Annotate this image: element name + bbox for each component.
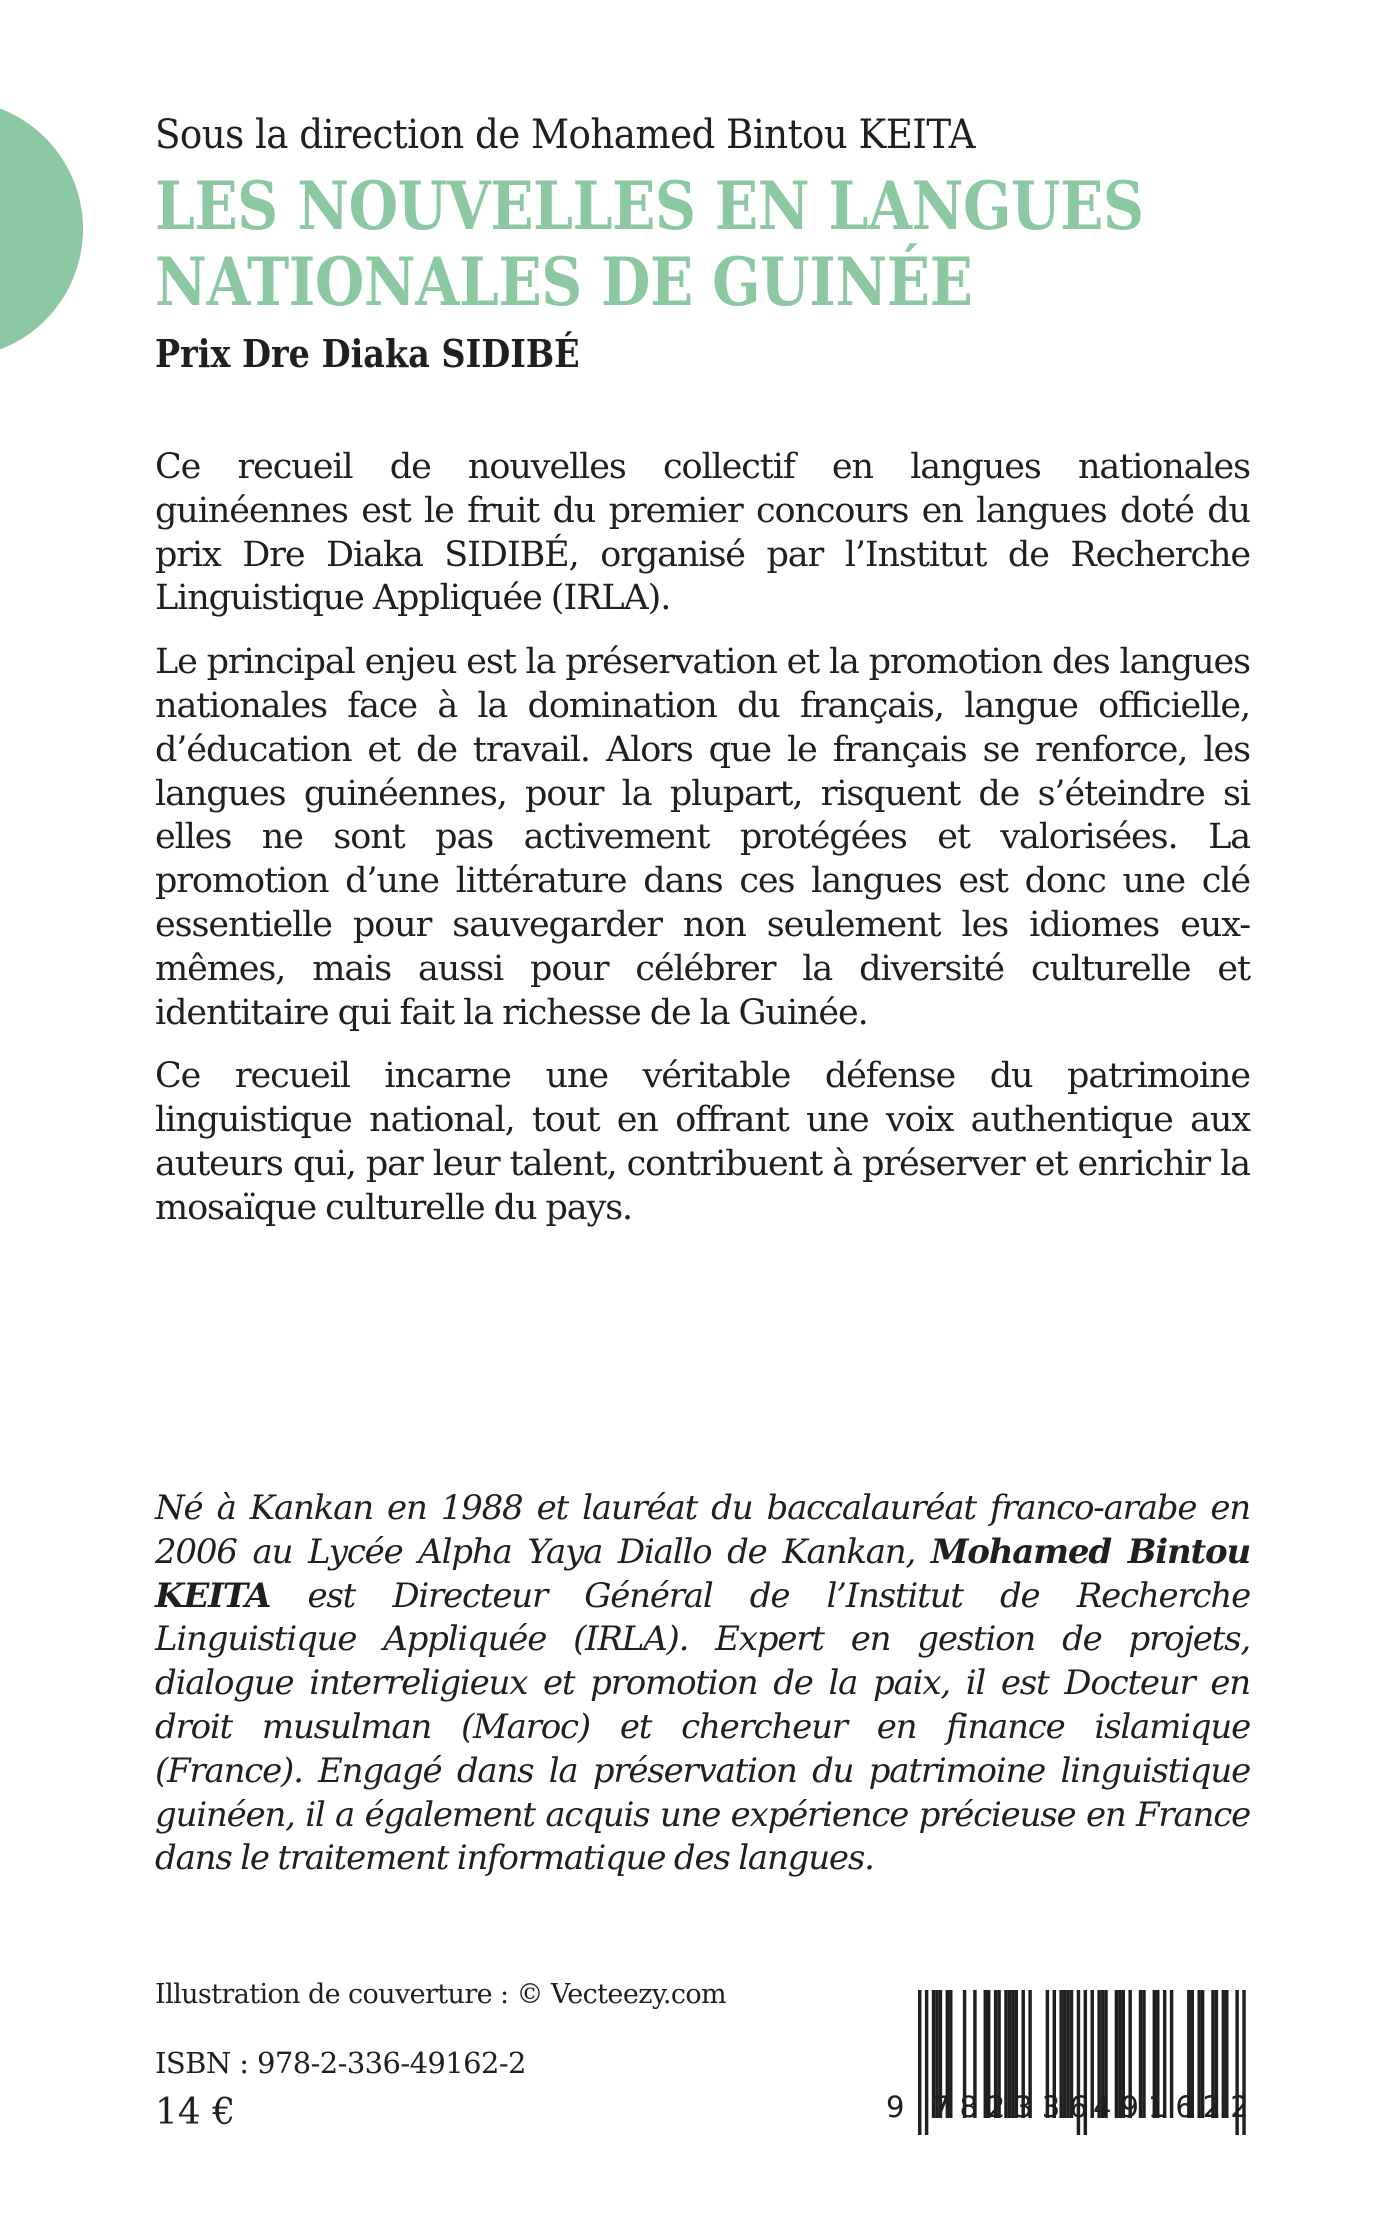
decorative-green-circle bbox=[0, 100, 83, 358]
barcode-guard-bar bbox=[925, 1990, 928, 2135]
prize-subtitle: Prix Dre Diaka SIDIBÉ bbox=[155, 331, 580, 376]
book-title-line: NATIONALES DE GUINÉE bbox=[155, 243, 973, 321]
barcode-first-digit: 9 bbox=[886, 2090, 905, 2124]
price: 14 € bbox=[155, 2092, 236, 2133]
illustration-credit: Illustration de couverture : © Vecteezy.com bbox=[155, 1979, 727, 2010]
bio-text-after: est Directeur Général de l’Institut de Recherche Linguistique Appliquée (IRLA). Expert en gestion de projets, dialogue interreligieux et promotion de la paix, il est Docteur en droit musulman (Maroc) et chercheur en finance islamique (France). Engagé dans la préservation du patrimoine linguistique guinéen, il a également acquis une expérience précieuse en France dans le traitement informatique des langues. bbox=[155, 1575, 1250, 1879]
isbn: ISBN : 978-2-336-49162-2 bbox=[155, 2046, 526, 2080]
summary-paragraph: Ce recueil de nouvelles collectif en langues nationales guinéennes est le fruit du premier concours en langues doté du prix Dre Diaka SIDIBÉ, organisé par l’Institut de Recherche Linguistique Appliquée (IRLA). bbox=[155, 447, 1250, 619]
bio-text-before: Né à Kankan en 1988 et lauréat du baccalauréat franco-arabe en 2006 au Lycée Alpha Yaya Diallo de Kankan, bbox=[155, 1488, 1250, 1572]
barcode-guard-bar bbox=[918, 1990, 921, 2135]
barcode-right-digits: 491622 bbox=[1093, 2090, 1258, 2124]
summary-paragraph: Ce recueil incarne une véritable défense du patrimoine linguistique national, tout en offrant une voix authentique aux auteurs qui, par leur talent, contribuent à préserver et enrichir la mosaïque culturelle du pays. bbox=[155, 1056, 1250, 1228]
author-bio-paragraph bbox=[155, 1487, 1250, 1881]
editor-credit: Sous la direction de Mohamed Bintou KEITA bbox=[155, 112, 975, 158]
book-title bbox=[155, 168, 1256, 320]
isbn-barcode bbox=[880, 1940, 1300, 2160]
author-name: Mohamed Bintou KEITA bbox=[155, 1531, 1250, 1616]
summary-text bbox=[155, 446, 1250, 1251]
book-title-line: LES NOUVELLES EN LANGUES bbox=[155, 167, 1144, 245]
summary-paragraph: Le principal enjeu est la préservation et la promotion des langues nationales face à la domination du français, langue officielle, d’éducation et de travail. Alors que le français se renforce, les langues guinéennes, pour la plupart, risquent de s’éteindre si elles ne sont pas activement protégées et valorisées. La promotion d’une littérature dans ces langues est donc une clé essentielle pour sauvegarder non seulement les idiomes eux-mêmes, mais aussi pour célébrer la diversité culturelle et identitaire qui fait la richesse de la Guinée. bbox=[155, 642, 1250, 1033]
barcode-left-digits: 782336 bbox=[932, 2090, 1097, 2124]
author-bio bbox=[155, 1487, 1250, 1881]
